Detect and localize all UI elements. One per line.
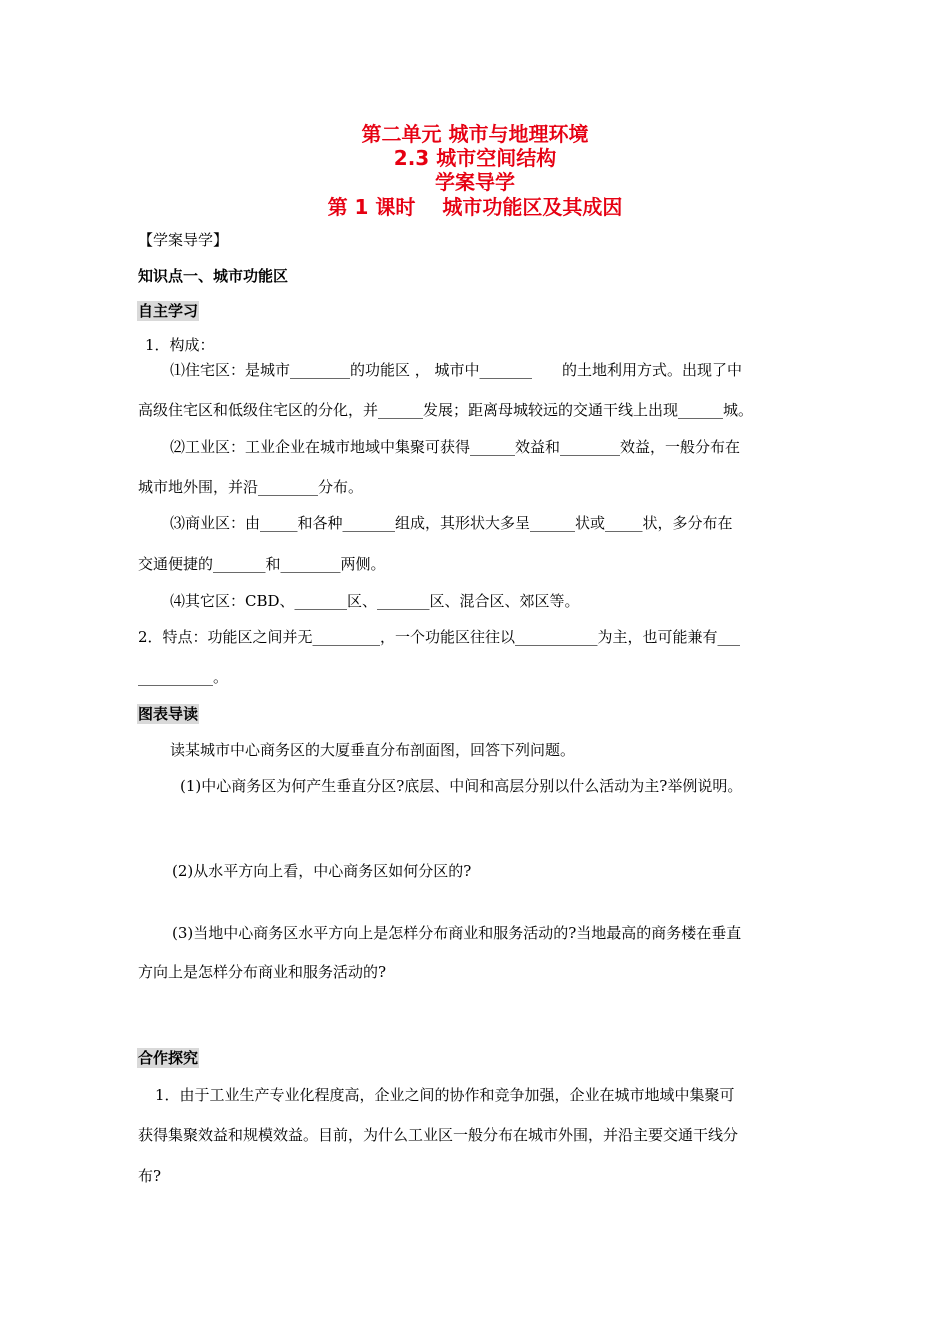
features-line-1: 2．特点：功能区之间并无_________，一个功能区往往以___________为主，也可能兼有___ xyxy=(138,628,741,646)
section-title: 2.3 城市空间结构 xyxy=(393,146,557,170)
cooperation-heading: 合作探究 xyxy=(138,1049,199,1067)
lesson-title: 第 1 课时 城市功能区及其成因 xyxy=(327,195,623,219)
self-study-heading: 自主学习 xyxy=(138,302,199,320)
question-3-line-2: 方向上是怎样分布商业和服务活动的? xyxy=(138,963,387,981)
cooperation-q1-line-1: 1．由于工业生产专业化程度高，企业之间的协作和竞争加强，企业在城市地域中集聚可 xyxy=(155,1086,735,1104)
industrial-line-1: ⑵工业区：工业企业在城市地域中集聚可获得______效益和________效益，一般分布在 xyxy=(170,438,741,456)
question-1: (1)中心商务区为何产生垂直分区?底层、中间和高层分别以什么活动为主?举例说明。 xyxy=(180,777,743,795)
residential-line-1: ⑴住宅区：是城市________的功能区 ， 城市中_______ 的土地利用方式。出现了中 xyxy=(170,361,743,379)
commercial-line-2: 交通便捷的_______和________两侧。 xyxy=(138,555,386,573)
industrial-line-2: 城市地外围，并沿________分布。 xyxy=(138,478,364,496)
composition-item: 1．构成： xyxy=(145,336,215,354)
knowledge-point-heading: 知识点一、城市功能区 xyxy=(138,267,289,285)
question-2: (2)从水平方向上看，中心商务区如何分区的? xyxy=(172,862,472,880)
commercial-line-1: ⑶商业区：由_____和各种_______组成，其形状大多呈______状或_____状，多分布在 xyxy=(170,514,733,532)
unit-title: 第二单元 城市与地理环境 xyxy=(361,122,589,146)
cooperation-q1-line-3: 布? xyxy=(138,1167,162,1185)
chart-reading-heading: 图表导读 xyxy=(138,705,199,723)
subtitle: 学案导学 xyxy=(435,170,515,194)
features-line-2: __________。 xyxy=(138,668,229,686)
chart-reading-intro: 读某城市中心商务区的大厦垂直分布剖面图，回答下列问题。 xyxy=(170,741,576,759)
cooperation-q1-line-2: 获得集聚效益和规模效益。目前，为什么工业区一般分布在城市外围，并沿主要交通干线分 xyxy=(138,1126,739,1144)
residential-line-2: 高级住宅区和低级住宅区的分化，并______发展；距离母城较远的交通干线上出现______城。 xyxy=(138,401,754,419)
other-zones-line: ⑷其它区：CBD、_______区、_______区、混合区、郊区等。 xyxy=(170,592,580,610)
guide-label: 【学案导学】 xyxy=(138,231,229,249)
question-3-line-1: (3)当地中心商务区水平方向上是怎样分布商业和服务活动的?当地最高的商务楼在垂直 xyxy=(172,924,742,942)
